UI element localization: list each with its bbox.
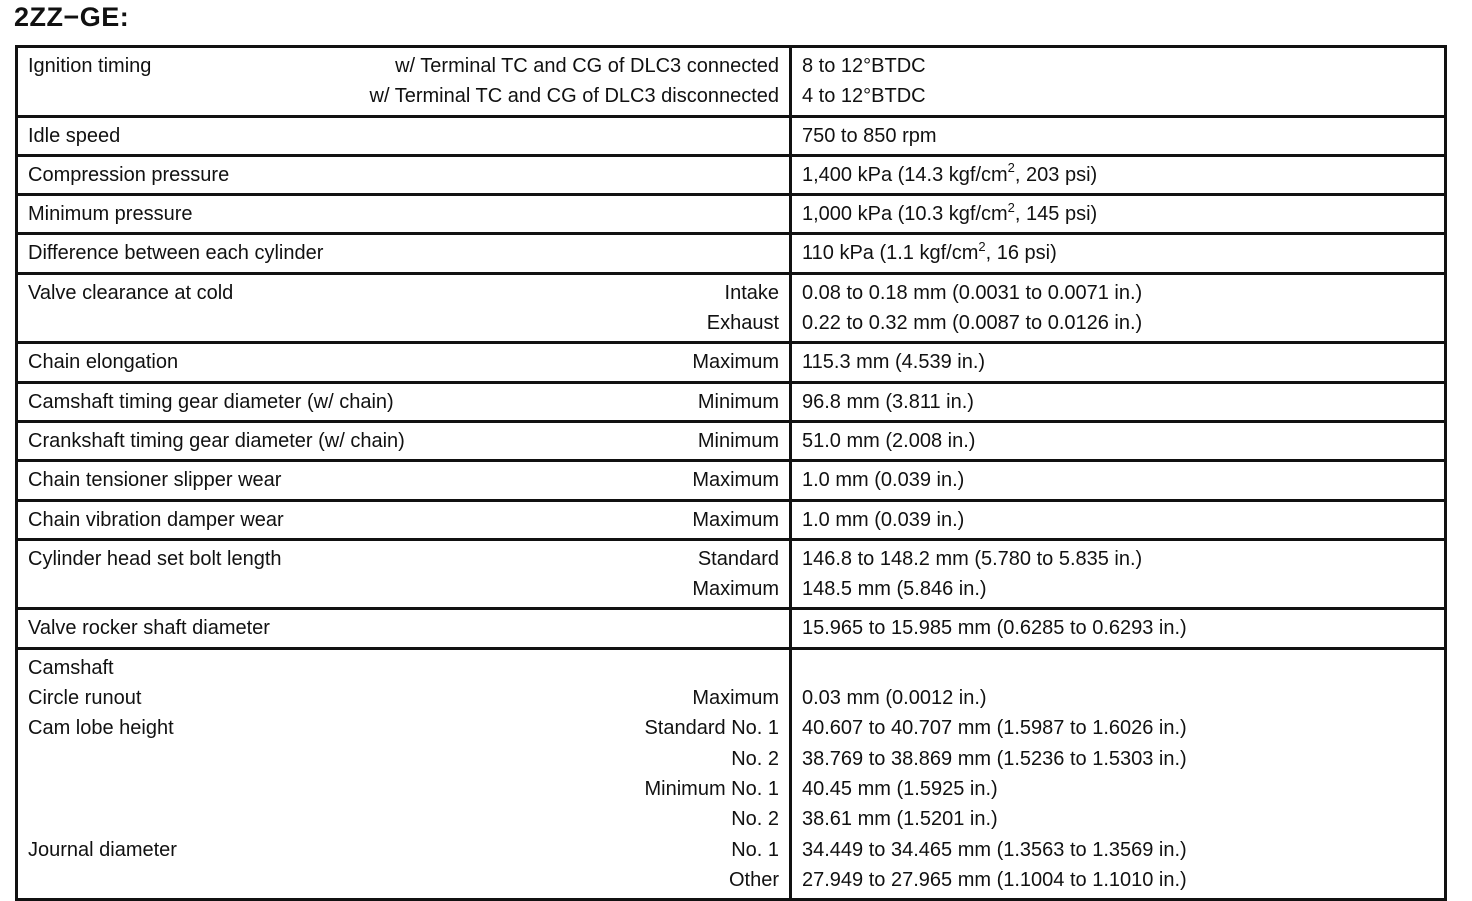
spec-item-label: Chain elongation bbox=[28, 351, 179, 374]
spec-value: 0.22 to 0.32 mm (0.0087 to 0.0126 in.) bbox=[802, 312, 1143, 335]
spec-item-line bbox=[28, 835, 779, 865]
spec-item-line bbox=[28, 744, 779, 774]
spec-item-cell bbox=[17, 421, 791, 460]
spec-value-cell bbox=[791, 47, 1446, 117]
spec-value: 96.8 mm (3.811 in.) bbox=[802, 390, 974, 413]
spec-value: 0.08 to 0.18 mm (0.0031 to 0.0071 in.) bbox=[802, 281, 1143, 304]
spec-item-cell bbox=[17, 47, 791, 117]
spec-row-difference-between-cylinders bbox=[17, 234, 1446, 273]
spec-value: 40.607 to 40.707 mm (1.5987 to 1.6026 in.) bbox=[802, 717, 1187, 740]
spec-value-text: 1,000 kPa (10.3 kgf/cm bbox=[802, 203, 1008, 226]
spec-item-line bbox=[28, 426, 779, 456]
spec-value-cell bbox=[791, 648, 1446, 899]
spec-item-label: Valve rocker shaft diameter bbox=[28, 617, 270, 640]
spec-item-qualifier: No. 2 bbox=[731, 808, 779, 831]
spec-item-qualifier: Minimum bbox=[697, 390, 779, 413]
spec-item-line bbox=[28, 613, 779, 643]
spec-item-label: Cam lobe height bbox=[28, 717, 174, 740]
spec-value: 0.03 mm (0.0012 in.) bbox=[802, 687, 987, 710]
spec-value: 34.449 to 34.465 mm (1.3563 to 1.3569 in.) bbox=[802, 838, 1187, 861]
spec-item-qualifier: Other bbox=[728, 868, 779, 891]
spec-item-line bbox=[28, 347, 779, 377]
spec-row-chain-elongation bbox=[17, 343, 1446, 382]
spec-item-label: Compression pressure bbox=[28, 163, 230, 186]
spec-row-valve-clearance bbox=[17, 273, 1446, 343]
spec-value: 38.61 mm (1.5201 in.) bbox=[802, 808, 998, 831]
spec-item-qualifier: Maximum bbox=[692, 469, 779, 492]
spec-item-qualifier: Maximum bbox=[692, 508, 779, 531]
spec-item-line bbox=[28, 653, 779, 683]
spec-row-vibration-damper-wear bbox=[17, 500, 1446, 539]
spec-value-cell bbox=[791, 155, 1446, 194]
spec-value-superscript: 2 bbox=[978, 238, 986, 254]
spec-item-qualifier: Minimum No. 1 bbox=[644, 777, 779, 800]
spec-item-line bbox=[28, 308, 779, 338]
spec-value bbox=[802, 199, 1434, 229]
spec-item-cell bbox=[17, 195, 791, 234]
spec-value-cell bbox=[791, 273, 1446, 343]
spec-item-cell bbox=[17, 539, 791, 609]
spec-item-label: Ignition timing bbox=[28, 55, 152, 77]
spec-item-cell bbox=[17, 500, 791, 539]
spec-item-line bbox=[28, 865, 779, 895]
spec-value: 38.769 to 38.869 mm (1.5236 to 1.5303 in.) bbox=[802, 747, 1187, 770]
spec-item-cell bbox=[17, 382, 791, 421]
spec-value: 27.949 to 27.965 mm (1.1004 to 1.1010 in.) bbox=[802, 868, 1187, 891]
spec-row-camshaft-gear-diameter bbox=[17, 382, 1446, 421]
spec-item-line bbox=[28, 465, 779, 495]
spec-item-qualifier: w/ Terminal TC and CG of DLC3 connected bbox=[395, 55, 779, 77]
spec-item-cell bbox=[17, 343, 791, 382]
spec-item-qualifier: Exhaust bbox=[706, 312, 779, 335]
spec-value-cell bbox=[791, 116, 1446, 155]
spec-item-qualifier: No. 1 bbox=[731, 838, 779, 861]
spec-item-qualifier: Intake bbox=[724, 281, 779, 304]
spec-item-label: Circle runout bbox=[28, 687, 142, 710]
spec-value: 40.45 mm (1.5925 in.) bbox=[802, 777, 998, 800]
spec-item-line bbox=[28, 774, 779, 804]
spec-item-line bbox=[28, 199, 779, 229]
spec-value: 15.965 to 15.985 mm (0.6285 to 0.6293 in.) bbox=[802, 617, 1187, 640]
spec-item-label: Camshaft bbox=[28, 656, 114, 679]
spec-item-line bbox=[28, 160, 779, 190]
spec-value bbox=[802, 238, 1434, 268]
spec-item-label: Difference between each cylinder bbox=[28, 242, 324, 265]
spec-item-qualifier: Maximum bbox=[692, 687, 779, 710]
spec-item-cell bbox=[17, 116, 791, 155]
spec-item-line bbox=[28, 121, 779, 151]
spec-item-cell bbox=[17, 234, 791, 273]
spec-item-label: Minimum pressure bbox=[28, 203, 193, 226]
spec-value: 1.0 mm (0.039 in.) bbox=[802, 469, 965, 492]
spec-value bbox=[802, 160, 1434, 190]
spec-item-line bbox=[28, 683, 779, 713]
spec-item-line bbox=[28, 387, 779, 417]
spec-table bbox=[15, 45, 1447, 901]
spec-value-cell bbox=[791, 539, 1446, 609]
spec-row-ignition-timing bbox=[17, 47, 1446, 117]
spec-value: 148.5 mm (5.846 in.) bbox=[802, 578, 987, 601]
spec-value bbox=[802, 653, 1434, 683]
spec-item-label: Idle speed bbox=[28, 124, 121, 147]
spec-value: 146.8 to 148.2 mm (5.780 to 5.835 in.) bbox=[802, 547, 1143, 570]
spec-value-text: 1,400 kPa (14.3 kgf/cm bbox=[802, 163, 1008, 186]
spec-value-superscript: 2 bbox=[1007, 199, 1015, 215]
spec-item-qualifier: Maximum bbox=[692, 351, 779, 374]
spec-value-cell bbox=[791, 234, 1446, 273]
spec-value-text: 110 kPa (1.1 kgf/cm bbox=[802, 242, 979, 265]
spec-row-crankshaft-gear-diameter bbox=[17, 421, 1446, 460]
spec-value-cell bbox=[791, 609, 1446, 648]
spec-item-qualifier: Standard No. 1 bbox=[644, 717, 779, 740]
spec-value: 115.3 mm (4.539 in.) bbox=[802, 351, 986, 374]
spec-value-cell bbox=[791, 461, 1446, 500]
page-title: 2ZZ−GE: bbox=[14, 2, 130, 32]
spec-item-cell bbox=[17, 609, 791, 648]
spec-item-label: Valve clearance at cold bbox=[28, 281, 234, 304]
spec-value: 51.0 mm (2.008 in.) bbox=[802, 429, 976, 452]
spec-item-label: Chain tensioner slipper wear bbox=[28, 469, 282, 492]
spec-value-cell bbox=[791, 195, 1446, 234]
spec-item-line bbox=[28, 278, 779, 308]
spec-row-compression-pressure bbox=[17, 155, 1446, 194]
spec-item-line bbox=[28, 238, 779, 268]
spec-value-text: , 145 psi) bbox=[1014, 203, 1098, 226]
spec-item-line bbox=[28, 81, 779, 111]
spec-value: 1.0 mm (0.039 in.) bbox=[802, 508, 965, 531]
spec-table-body bbox=[17, 47, 1446, 900]
spec-item-label: Cylinder head set bolt length bbox=[28, 547, 282, 570]
spec-item-qualifier: Minimum bbox=[697, 429, 779, 452]
spec-item-cell bbox=[17, 648, 791, 899]
spec-item-label: Chain vibration damper wear bbox=[28, 508, 284, 531]
spec-item-line bbox=[28, 713, 779, 743]
spec-value: 750 to 850 rpm bbox=[802, 124, 937, 147]
spec-value-superscript: 2 bbox=[1007, 160, 1015, 176]
spec-item-line bbox=[28, 51, 779, 81]
spec-row-camshaft bbox=[17, 648, 1446, 899]
spec-item-line bbox=[28, 574, 779, 604]
spec-item-qualifier: w/ Terminal TC and CG of DLC3 disconnected bbox=[369, 85, 779, 108]
spec-value-text: , 203 psi) bbox=[1014, 163, 1098, 186]
spec-item-line bbox=[28, 804, 779, 834]
spec-value: 8 to 12°BTDC bbox=[802, 55, 926, 77]
spec-value-cell bbox=[791, 500, 1446, 539]
spec-row-tensioner-slipper-wear bbox=[17, 461, 1446, 500]
spec-row-idle-speed bbox=[17, 116, 1446, 155]
spec-item-line bbox=[28, 505, 779, 535]
spec-item-cell bbox=[17, 155, 791, 194]
spec-item-label: Journal diameter bbox=[28, 838, 177, 861]
spec-item-qualifier: No. 2 bbox=[731, 747, 779, 770]
spec-value-text: , 16 psi) bbox=[985, 242, 1057, 265]
spec-item-line bbox=[28, 544, 779, 574]
spec-value-cell bbox=[791, 382, 1446, 421]
spec-value-cell bbox=[791, 421, 1446, 460]
spec-item-label: Camshaft timing gear diameter (w/ chain) bbox=[28, 390, 394, 413]
spec-row-head-bolt-length bbox=[17, 539, 1446, 609]
spec-item-label: Crankshaft timing gear diameter (w/ chain) bbox=[28, 429, 405, 452]
spec-item-cell bbox=[17, 461, 791, 500]
spec-item-cell bbox=[17, 273, 791, 343]
spec-row-rocker-shaft-diameter bbox=[17, 609, 1446, 648]
spec-item-qualifier: Maximum bbox=[692, 578, 779, 601]
spec-value-cell bbox=[791, 343, 1446, 382]
spec-row-minimum-pressure bbox=[17, 195, 1446, 234]
spec-item-qualifier: Standard bbox=[697, 547, 779, 570]
spec-value: 4 to 12°BTDC bbox=[802, 85, 926, 108]
